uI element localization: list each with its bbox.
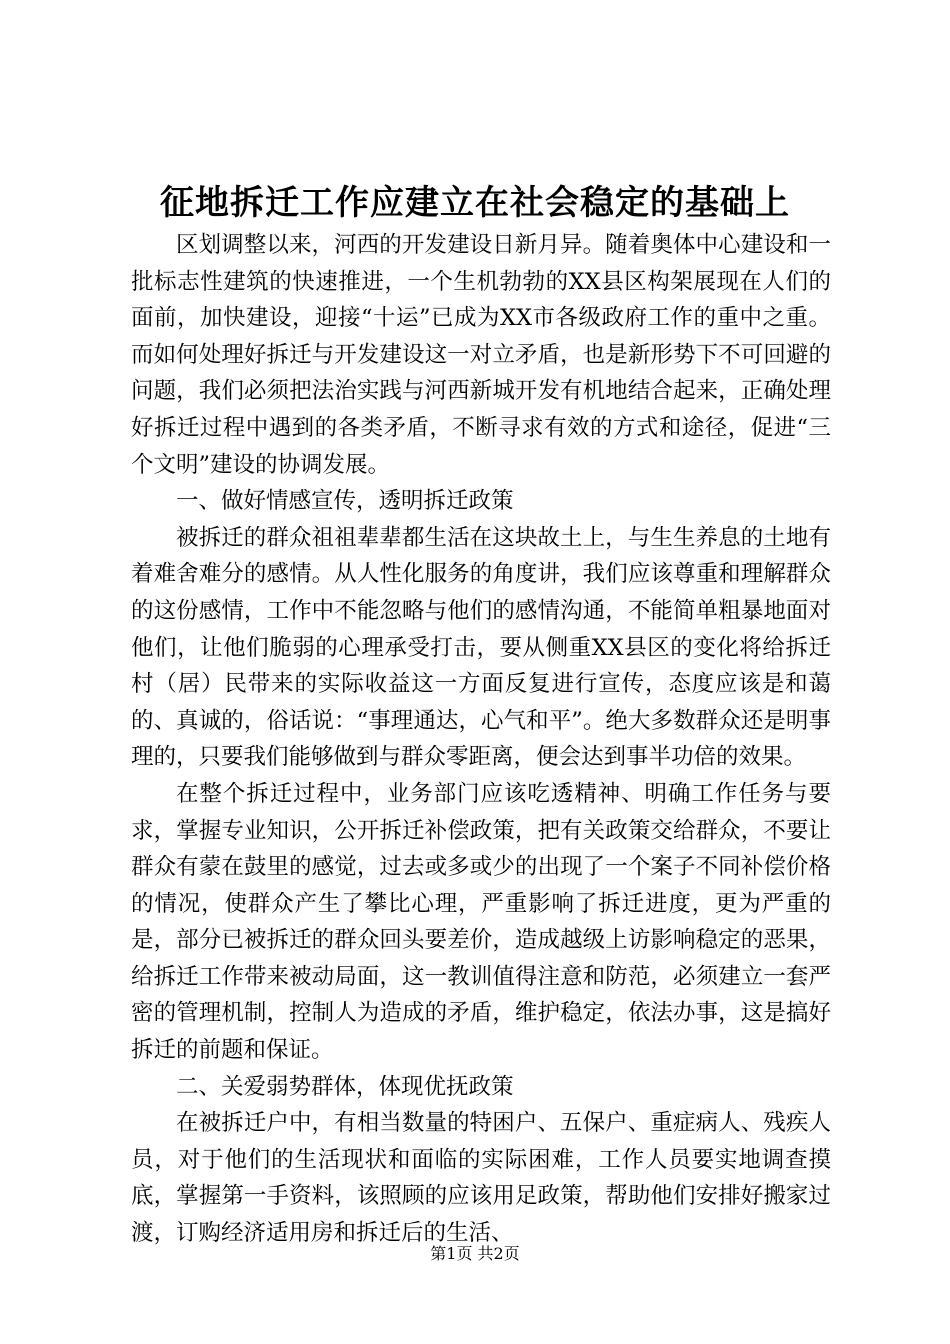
intro-paragraph: 区划调整以来，河西的开发建设日新月异。随着奥体中心建设和一批标志性建筑的快速推进，一个生机勃勃的XX县区构架展现在人们的面前，加快建设，迎接“十运”已成为XX市各级政府工作的重中之重。而如何处理好拆迁与开发建设这一对立矛盾，也是新形势下不可回避的问题，我们必须把法治实践与河西新城开发有机地结合起来，正确处理好拆迁过程中遇到的各类矛盾，不断寻求有效的方式和途径，促进“三个文明”建设的协调发展。: [131, 232, 831, 478]
document-body: [131, 227, 831, 1252]
document-title: 征地拆迁工作应建立在社会稳定的基础上: [160, 183, 790, 223]
page-footer: 第1页 共2页: [430, 1244, 520, 1263]
section-heading-1: 一、做好情感宣传，透明拆迁政策: [176, 488, 514, 515]
section-heading-2: 二、关爱弱势群体，体现优抚政策: [176, 1073, 514, 1100]
section2-paragraph-1: 在被拆迁户中，有相当数量的特困户、五保户、重症病人、残疾人员，对于他们的生活现状和面临的实际困难，工作人员要实地调查摸底，掌握第一手资料，该照顾的应该用足政策，帮助他们安排好搬家过渡，订购经济适用房和拆迁后的生活、: [131, 1110, 831, 1247]
section1-paragraph-1: 被拆迁的群众祖祖辈辈都生活在这块故土上，与生生养息的土地有着难舍难分的感情。从人性化服务的角度讲，我们应该尊重和理解群众的这份感情，工作中不能忽略与他们的感情沟通，不能简单粗暴地面对他们，让他们脆弱的心理承受打击，要从侧重XX县区的变化将给拆迁村（居）民带来的实际收益这一方面反复进行宣传，态度应该是和蔼的、真诚的，俗话说：“事理通达，心气和平”。绝大多数群众还是明事理的，只要我们能够做到与群众零距离，便会达到事半功倍的效果。: [131, 524, 831, 771]
section1-paragraph-2: 在整个拆迁过程中，业务部门应该吃透精神、明确工作任务与要求，掌握专业知识，公开拆迁补偿政策，把有关政策交给群众，不要让群众有蒙在鼓里的感觉，过去或多或少的出现了一个案子不同补偿价格的情况，使群众产生了攀比心理，严重影响了拆迁进度，更为严重的是，部分已被拆迁的群众回头要差价，造成越级上访影响稳定的恶果，给拆迁工作带来被动局面，这一教训值得注意和防范，必须建立一套严密的管理机制，控制人为造成的矛盾，维护稳定，依法办事，这是搞好拆迁的前题和保证。: [131, 780, 831, 1064]
